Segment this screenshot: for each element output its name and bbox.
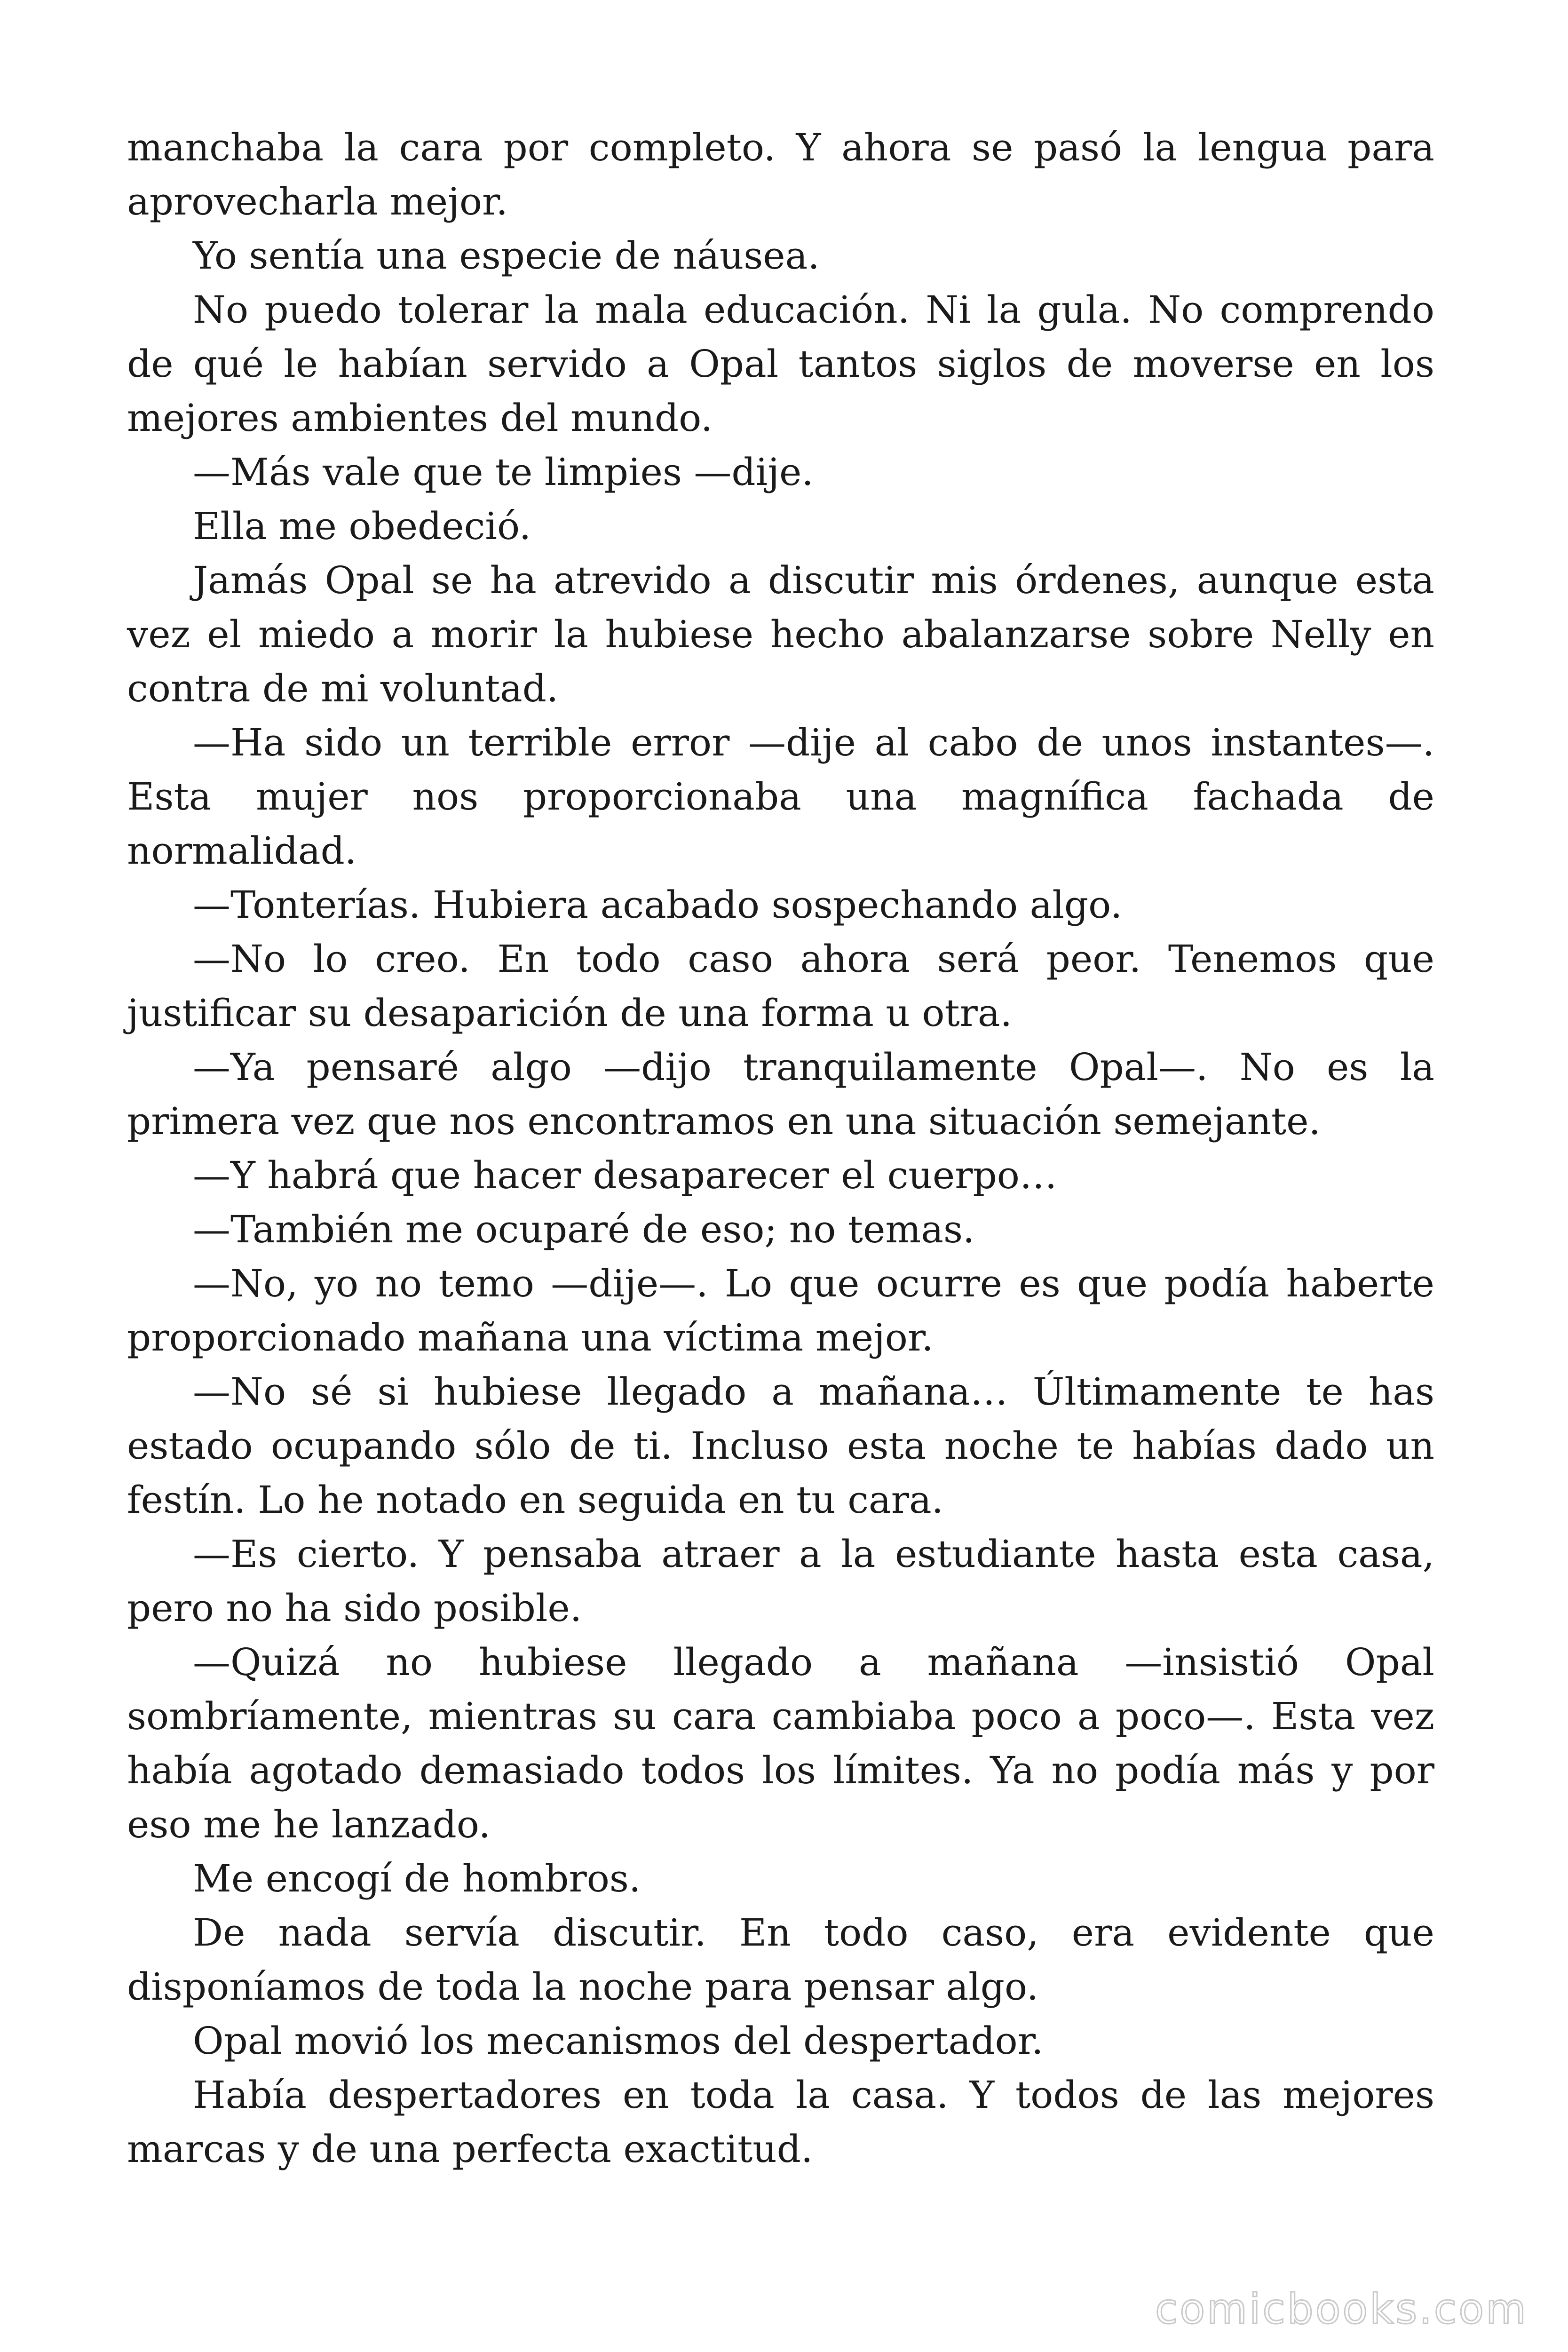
paragraph: manchaba la cara por completo. Y ahora se pasó la lengua para aprovecharla mejor.: [127, 126, 1434, 223]
paragraph: —Ya pensaré algo —dijo tranquilamente Opal—. No es la primera vez que nos encontramos en una situación semejante.: [127, 1045, 1434, 1143]
paragraph: Había despertadores en toda la casa. Y todos de las mejores marcas y de una perfecta exactitud.: [127, 2073, 1434, 2171]
paragraph: —No lo creo. En todo caso ahora será peor. Tenemos que justificar su desaparición de una forma u otra.: [127, 937, 1434, 1035]
page-text-body: [127, 120, 1434, 2176]
paragraph: Jamás Opal se ha atrevido a discutir mis órdenes, aunque esta vez el miedo a morir la hubiese hecho abalanzarse sobre Nelly en contra de mi voluntad.: [127, 558, 1434, 710]
paragraph: —Más vale que te limpies —dije.: [193, 450, 814, 494]
paragraph: —No sé si hubiese llegado a mañana… Últimamente te has estado ocupando sólo de ti. Incluso esta noche te habías dado un festín. Lo he notado en seguida en tu cara.: [127, 1370, 1434, 1522]
paragraph: —Es cierto. Y pensaba atraer a la estudiante hasta esta casa, pero no ha sido posible.: [127, 1532, 1434, 1630]
paragraph: —Ha sido un terrible error —dije al cabo de unos instantes—. Esta mujer nos proporcionaba una magnífica fachada de normalidad.: [127, 721, 1434, 873]
paragraph: Ella me obedeció.: [193, 504, 531, 548]
paragraph: No puedo tolerar la mala educación. Ni la gula. No comprendo de qué le habían servido a Opal tantos siglos de moverse en los mejores ambientes del mundo.: [127, 288, 1434, 440]
paragraph: Opal movió los mecanismos del despertador.: [193, 2019, 1044, 2063]
paragraph: Yo sentía una especie de náusea.: [193, 234, 820, 278]
paragraph: —No, yo no temo —dije—. Lo que ocurre es que podía haberte proporcionado mañana una víctima mejor.: [127, 1262, 1434, 1359]
paragraph: —También me ocuparé de eso; no temas.: [193, 1208, 975, 1251]
paragraph: —Quizá no hubiese llegado a mañana —insistió Opal sombríamente, mientras su cara cambiaba poco a poco—. Esta vez había agotado demasiado todos los límites. Ya no podía más y por eso me he lanzado.: [127, 1640, 1434, 1846]
watermark: comicbooks.com: [1155, 2285, 1528, 2333]
paragraph: —Tonterías. Hubiera acabado sospechando algo.: [193, 883, 1123, 927]
paragraph: Me encogí de hombros.: [193, 1857, 641, 1900]
paragraph: —Y habrá que hacer desaparecer el cuerpo…: [193, 1153, 1057, 1197]
paragraph: De nada servía discutir. En todo caso, era evidente que disponíamos de toda la noche para pensar algo.: [127, 1911, 1434, 2009]
